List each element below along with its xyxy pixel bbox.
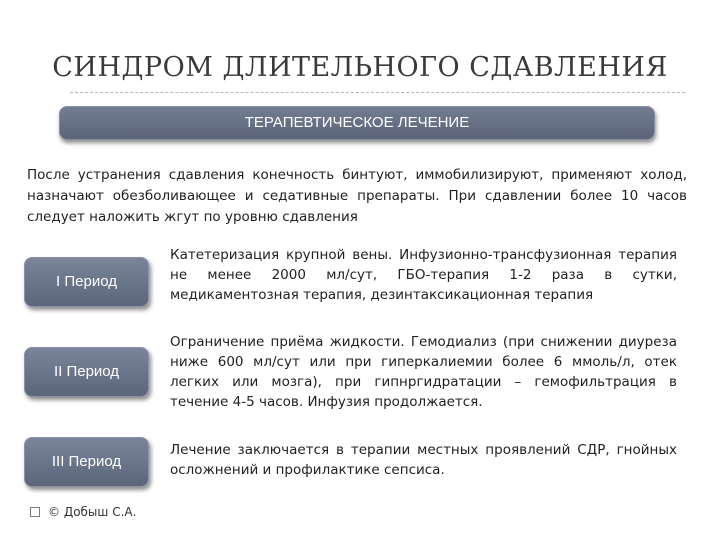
period-1-text: Катетеризация крупной вены. Инфузионно-трансфузионная терапия не менее 2000 мл/сут, ГБО-терапия 1-2 раза в сутки, медикаментозная терапия, дезинтаксикационная терапия bbox=[170, 247, 677, 303]
period-1-box: I Период bbox=[24, 257, 149, 307]
period-3-box: III Период bbox=[24, 437, 149, 487]
section-header-bar: ТЕРАПЕВТИЧЕСКОЕ ЛЕЧЕНИЕ bbox=[59, 106, 655, 140]
period-2-text: Ограничение приёма жидкости. Гемодиализ (при снижении диуреза ниже 600 мл/сут или при гиперкалиемии более 6 ммоль/л, отек легких или мозга), при гипнргидратации – гемофильтрация в течение 4-5 часов. Инфузия продолжается. bbox=[170, 334, 677, 410]
footer bbox=[30, 505, 136, 519]
footer-copyright: © Добыш С.А. bbox=[48, 505, 137, 519]
period-3-text: Лечение заключается в терапии местных проявлений СДР, гнойных осложнений и профилактике сепсиса. bbox=[170, 442, 677, 478]
title-divider bbox=[70, 92, 685, 93]
period-2-box: II Период bbox=[24, 347, 149, 397]
slide-title: СИНДРОМ ДЛИТЕЛЬНОГО СДАВЛЕНИЯ bbox=[52, 52, 668, 83]
intro-paragraph: После устранения сдавления конечность бинтуют, иммобилизируют, применяют холод, назначают обезболивающее и седативные препараты. При сдавлении более 10 часов следует наложить жгут по уровню сдавления bbox=[27, 167, 687, 225]
square-bullet-icon bbox=[30, 507, 40, 517]
